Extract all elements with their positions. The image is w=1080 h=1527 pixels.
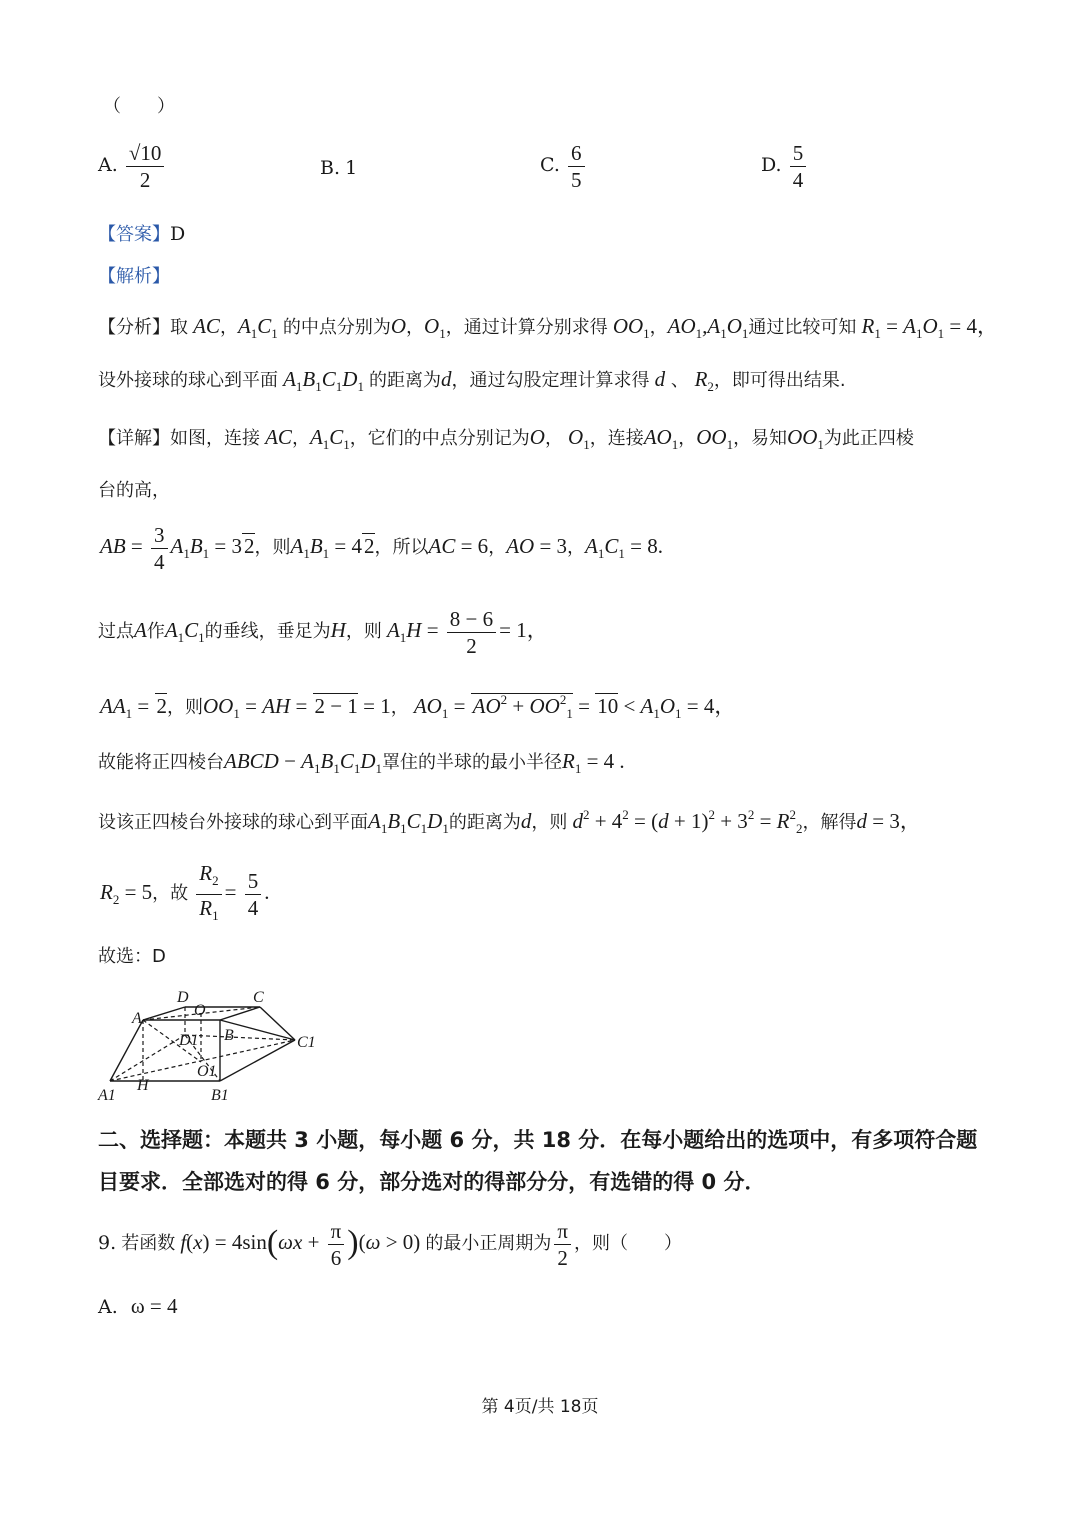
option-letter: A.	[98, 1296, 118, 1318]
option-letter: D.	[761, 154, 782, 176]
xiangjie-line-7: 设该正四棱台外接球的球心到平面$A_1B_1C_1D_1$的距离为d，则 $d^2 + 4^2 = (d + 1)^2 + 3^2 = R^2_2$，解得d = 3，	[98, 807, 921, 836]
text: 故能将正四棱台	[98, 752, 224, 773]
conclusion: 故选：D	[98, 946, 166, 967]
question-9: 9. 若函数 f(x) = 4sin(ωx + $\frac{\pi}{6}$ )(ω > 0) 的最小正周期为 $\frac{\pi}{2}$ ，则（ ）	[98, 1219, 682, 1270]
xiangjie-line-5: $AA_1 = 2$，则$OO_1$ = AH = 2 − 1 = 1， $AO_1 = AO^2 + OO^2_1 = 10 < A_1O_1 = 4$，	[100, 692, 736, 721]
text: ，则	[345, 621, 382, 642]
answer-value: D	[170, 223, 186, 245]
text: ，则	[531, 812, 568, 833]
label-C: C	[253, 989, 264, 1006]
text: 过点	[98, 621, 134, 642]
numerator: 5	[790, 140, 807, 167]
label-B1: B1	[211, 1087, 229, 1104]
denominator: 2	[139, 168, 151, 192]
xiangjie-line-4: 过点A作$A_1C_1$的垂线，垂足为H，则 $A_1H$ = $\frac{8 - 6}{2}$ = 1，	[98, 607, 548, 658]
text: 的距离为	[448, 812, 521, 833]
denominator: 4	[792, 168, 804, 192]
fraction	[126, 140, 165, 193]
section2-line-1: 二、选择题：本题共 3 小题，每小题 6 分，共 18 分．在每小题给出的选项中，有多项符合题	[98, 1128, 978, 1152]
text: 通过比较可知	[748, 317, 857, 338]
text: 如图，连接	[170, 428, 260, 449]
option-c	[540, 140, 588, 193]
text: ，解得	[802, 812, 857, 833]
text: 作	[146, 621, 165, 642]
label-O1: O1	[197, 1063, 217, 1080]
fenxi-tag: 【分析】	[98, 317, 170, 338]
text: 设该正四棱台外接球的球心到平面	[98, 812, 368, 833]
fraction	[790, 140, 807, 193]
xiangjie-line-8: $R_2 = 5$，故 $\frac{R_2}{R_1}$ = $\frac{5}{4}$ .	[100, 861, 270, 923]
option-value: ω = 4	[130, 1294, 178, 1318]
xiangjie-tag: 【详解】	[98, 428, 170, 449]
option-d	[761, 140, 809, 193]
answer-line	[98, 220, 185, 246]
question-tail: ，则（ ）	[573, 1233, 682, 1254]
question-number: 9.	[98, 1232, 117, 1254]
numerator: 6	[568, 140, 585, 167]
text: ，通过勾股定理计算求得	[451, 370, 650, 391]
text: ，它们的中点分别记为	[349, 428, 530, 449]
denominator: 5	[571, 168, 582, 192]
option-b	[320, 157, 357, 179]
label-H: H	[137, 1077, 149, 1094]
answer-blank: （ ）	[103, 96, 175, 117]
xiangjie-line-6: 故能将正四棱台ABCD − $A_1B_1C_1D_1$罩住的半球的最小半径$R_1 = 4$ .	[98, 749, 625, 776]
q9-option-a	[98, 1294, 178, 1319]
answer-tag: 【答案】	[98, 224, 170, 245]
label-B: B	[224, 1027, 234, 1044]
label-D: D	[177, 989, 189, 1006]
text: ，所以	[374, 537, 429, 558]
text: 的距离为	[369, 370, 442, 391]
text: 设外接球的球心到平面	[98, 370, 278, 391]
label-A: A	[132, 1010, 142, 1027]
text: ，故	[152, 883, 189, 904]
xiangjie-line-1: 【详解】如图，连接 AC，$A_1C_1$，它们的中点分别记为O， $O_1$，连接$AO_1$，$OO_1$，易知$OO_1$为此正四棱	[98, 425, 914, 452]
text: ，易知	[733, 428, 788, 449]
xiangjie-line-2: 台的高，	[98, 480, 170, 501]
option-value: 1	[345, 157, 358, 179]
analysis-tag: 【解析】	[98, 266, 170, 287]
text: 罩住的半球的最小半径	[382, 752, 563, 773]
label-D1: D1	[179, 1032, 199, 1049]
label-C1: C1	[297, 1034, 316, 1051]
numerator: √10	[126, 140, 165, 167]
text: 取	[170, 317, 188, 338]
analysis-line	[98, 262, 170, 288]
page-footer: 第 4页/共 18页	[481, 1397, 599, 1417]
fenxi-line-2: 设外接球的球心到平面 $A_1B_1C_1D_1$ 的距离为d，通过勾股定理计算求得 d 、 $R_2$，即可得出结果.	[98, 367, 846, 394]
section2-line-2: 目要求．全部选对的得 6 分，部分选对的得部分分，有选错的得 0 分．	[98, 1170, 766, 1194]
frustum-figure	[95, 985, 325, 1105]
fraction	[568, 140, 585, 193]
option-letter: B.	[320, 157, 341, 179]
text: ，则	[254, 537, 291, 558]
label-A1: A1	[98, 1087, 116, 1104]
text: ，通过计算分别求得	[445, 317, 608, 338]
text: ，即可得出结果.	[713, 370, 846, 391]
label-O: O	[194, 1002, 206, 1019]
text: ，连接	[589, 428, 644, 449]
option-letter: A.	[98, 154, 118, 176]
xiangjie-line-3: AB = $\frac{3}{4}$ $A_1B_1 = 32$，则$A_1B_1 = 42$，所以AC = 6，AO = 3，$A_1C_1 = 8$.	[100, 523, 663, 574]
question-lead: 若函数	[121, 1233, 176, 1254]
option-a	[98, 140, 167, 193]
text: ，则	[167, 697, 203, 718]
text: 的中点分别为	[282, 317, 391, 338]
question-mid: 的最小正周期为	[425, 1233, 552, 1254]
option-letter: C.	[540, 154, 560, 176]
text: 为此正四棱	[823, 428, 914, 449]
text: 的垂线，垂足为	[204, 621, 331, 642]
fenxi-line-1: 【分析】取 AC，$A_1C_1$ 的中点分别为O，$O_1$，通过计算分别求得 $OO_1$，$AO_1,A_1O_1$通过比较可知 $R_1 = A_1O_1 = 4$，	[98, 314, 999, 341]
